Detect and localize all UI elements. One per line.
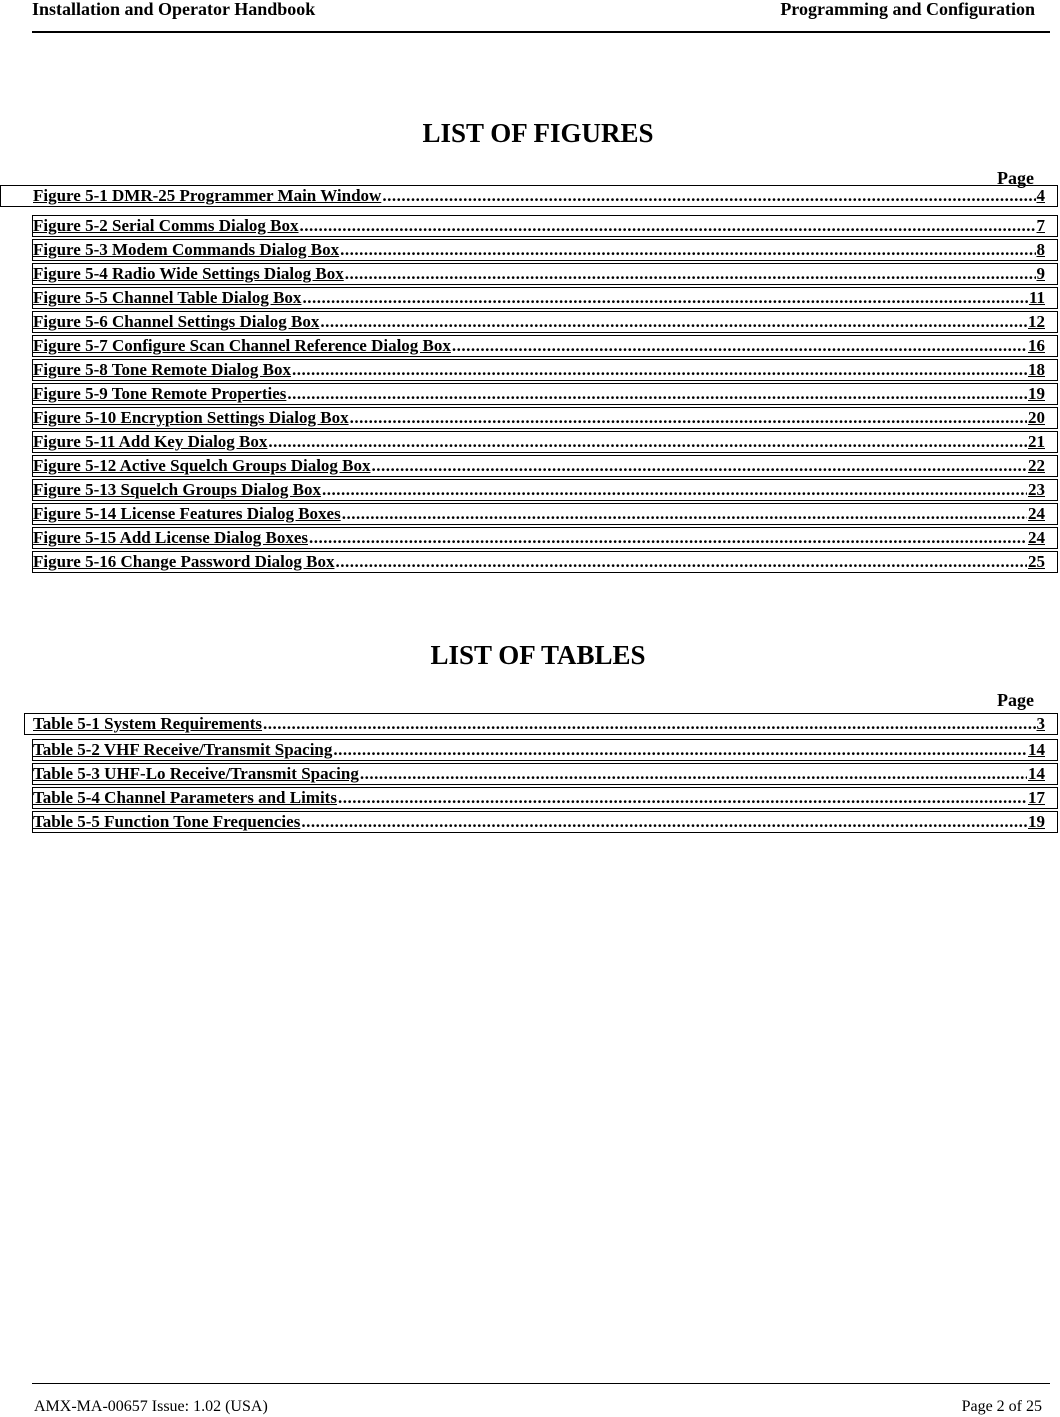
toc-table-link[interactable] [32, 787, 1058, 809]
toc-entry-label: Figure 5-3 Modem Commands Dialog Box [33, 240, 340, 259]
dot-leader [300, 216, 1036, 236]
toc-entry-page: 16 [1028, 336, 1045, 355]
toc-entry-page: 9 [1036, 264, 1045, 283]
toc-entry-page: 17 [1028, 788, 1045, 807]
figures-title: LIST OF FIGURES [422, 118, 654, 148]
dot-leader [338, 788, 1027, 808]
page-number: Page 2 of 25 [961, 1398, 1042, 1415]
toc-entry-page: 23 [1028, 480, 1045, 499]
toc-entry-page: 12 [1028, 312, 1045, 331]
toc-entry-label: Figure 5-1 DMR-25 Programmer Main Window [33, 186, 382, 205]
dot-leader [382, 186, 1035, 206]
dot-leader [322, 480, 1027, 500]
header-rule [32, 31, 1050, 33]
toc-entry-page: 20 [1028, 408, 1045, 427]
toc-figure-link[interactable] [32, 335, 1058, 357]
toc-entry-page: 4 [1036, 186, 1045, 205]
toc-figure-link[interactable] [32, 527, 1058, 549]
toc-entry-label: Table 5-3 UHF-Lo Receive/Transmit Spacing [33, 764, 359, 783]
dot-leader [302, 288, 1028, 308]
toc-entry-label: Figure 5-15 Add License Dialog Boxes [33, 528, 308, 547]
toc-figure-link[interactable] [32, 551, 1058, 573]
toc-entry-page: 25 [1028, 552, 1045, 571]
toc-figure-link[interactable] [32, 239, 1058, 261]
toc-entry-label: Figure 5-13 Squelch Groups Dialog Box [33, 480, 321, 499]
toc-entry-label: Figure 5-12 Active Squelch Groups Dialog Box [33, 456, 371, 475]
toc-figure-link[interactable] [32, 383, 1058, 405]
toc-table-link[interactable] [24, 713, 1058, 735]
toc-entry-label: Table 5-4 Channel Parameters and Limits [33, 788, 337, 807]
dot-leader [335, 552, 1027, 572]
dot-leader [301, 812, 1027, 832]
toc-entry-label: Table 5-2 VHF Receive/Transmit Spacing [33, 740, 333, 759]
dot-leader [360, 764, 1027, 784]
toc-table-link[interactable] [32, 739, 1058, 761]
toc-entry-page: 14 [1028, 740, 1045, 759]
dot-leader [372, 456, 1027, 476]
toc-entry-page: 7 [1036, 216, 1045, 235]
toc-entry-page: 24 [1028, 528, 1045, 547]
toc-figure-link[interactable] [32, 431, 1058, 453]
dot-leader [333, 740, 1027, 760]
toc-entry-page: 22 [1028, 456, 1045, 475]
toc-entry-label: Table 5-5 Function Tone Frequencies [33, 812, 301, 831]
toc-figure-link[interactable] [32, 479, 1058, 501]
header-left-title: Installation and Operator Handbook [32, 0, 316, 19]
tables-page-heading: Page [997, 690, 1034, 710]
toc-entry-label: Figure 5-9 Tone Remote Properties [33, 384, 287, 403]
dot-leader [309, 528, 1027, 548]
toc-entry-label: Figure 5-11 Add Key Dialog Box [33, 432, 268, 451]
toc-entry-label: Figure 5-2 Serial Comms Dialog Box [33, 216, 299, 235]
dot-leader [268, 432, 1027, 452]
dot-leader [287, 384, 1027, 404]
toc-entry-page: 19 [1028, 812, 1045, 831]
dot-leader [340, 240, 1035, 260]
tables-title: LIST OF TABLES [430, 640, 646, 670]
dot-leader [342, 504, 1027, 524]
toc-figure-link[interactable] [32, 455, 1058, 477]
toc-table-link[interactable] [32, 763, 1058, 785]
toc-entry-label: Figure 5-4 Radio Wide Settings Dialog Box [33, 264, 344, 283]
toc-entry-label: Figure 5-8 Tone Remote Dialog Box [33, 360, 291, 379]
dot-leader [292, 360, 1027, 380]
toc-figure-link[interactable] [32, 359, 1058, 381]
page-header [32, 0, 1035, 30]
toc-entry-label: Table 5-1 System Requirements [33, 714, 263, 733]
dot-leader [345, 264, 1036, 284]
toc-entry-label: Figure 5-14 License Features Dialog Boxes [33, 504, 341, 523]
toc-figure-link[interactable] [32, 311, 1058, 333]
toc-entry-label: Figure 5-6 Channel Settings Dialog Box [33, 312, 320, 331]
toc-entry-label: Figure 5-7 Configure Scan Channel Reference Dialog Box [33, 336, 451, 355]
document-id: AMX-MA-00657 Issue: 1.02 (USA) [34, 1398, 268, 1415]
toc-entry-label: Figure 5-5 Channel Table Dialog Box [33, 288, 302, 307]
toc-figure-link[interactable] [32, 407, 1058, 429]
toc-figure-link[interactable] [32, 287, 1058, 309]
footer-rule [32, 1383, 1050, 1384]
toc-entry-page: 19 [1028, 384, 1045, 403]
toc-entry-page: 3 [1036, 714, 1045, 733]
toc-entry-page: 8 [1036, 240, 1045, 259]
dot-leader [263, 714, 1035, 734]
toc-entry-label: Figure 5-10 Encryption Settings Dialog Box [33, 408, 349, 427]
toc-figure-link[interactable] [0, 185, 1058, 207]
toc-table-link[interactable] [32, 811, 1058, 833]
toc-entry-label: Figure 5-16 Change Password Dialog Box [33, 552, 335, 571]
toc-entry-page: 24 [1028, 504, 1045, 523]
toc-entry-page: 14 [1028, 764, 1045, 783]
toc-entry-page: 21 [1028, 432, 1045, 451]
toc-entry-page: 11 [1028, 288, 1045, 307]
figures-page-heading: Page [997, 168, 1034, 188]
dot-leader [350, 408, 1027, 428]
header-right-title: Programming and Configuration [780, 0, 1035, 19]
dot-leader [452, 336, 1027, 356]
toc-figure-link[interactable] [32, 503, 1058, 525]
toc-figure-link[interactable] [32, 263, 1058, 285]
dot-leader [320, 312, 1027, 332]
toc-figure-link[interactable] [32, 215, 1058, 237]
toc-entry-page: 18 [1028, 360, 1045, 379]
